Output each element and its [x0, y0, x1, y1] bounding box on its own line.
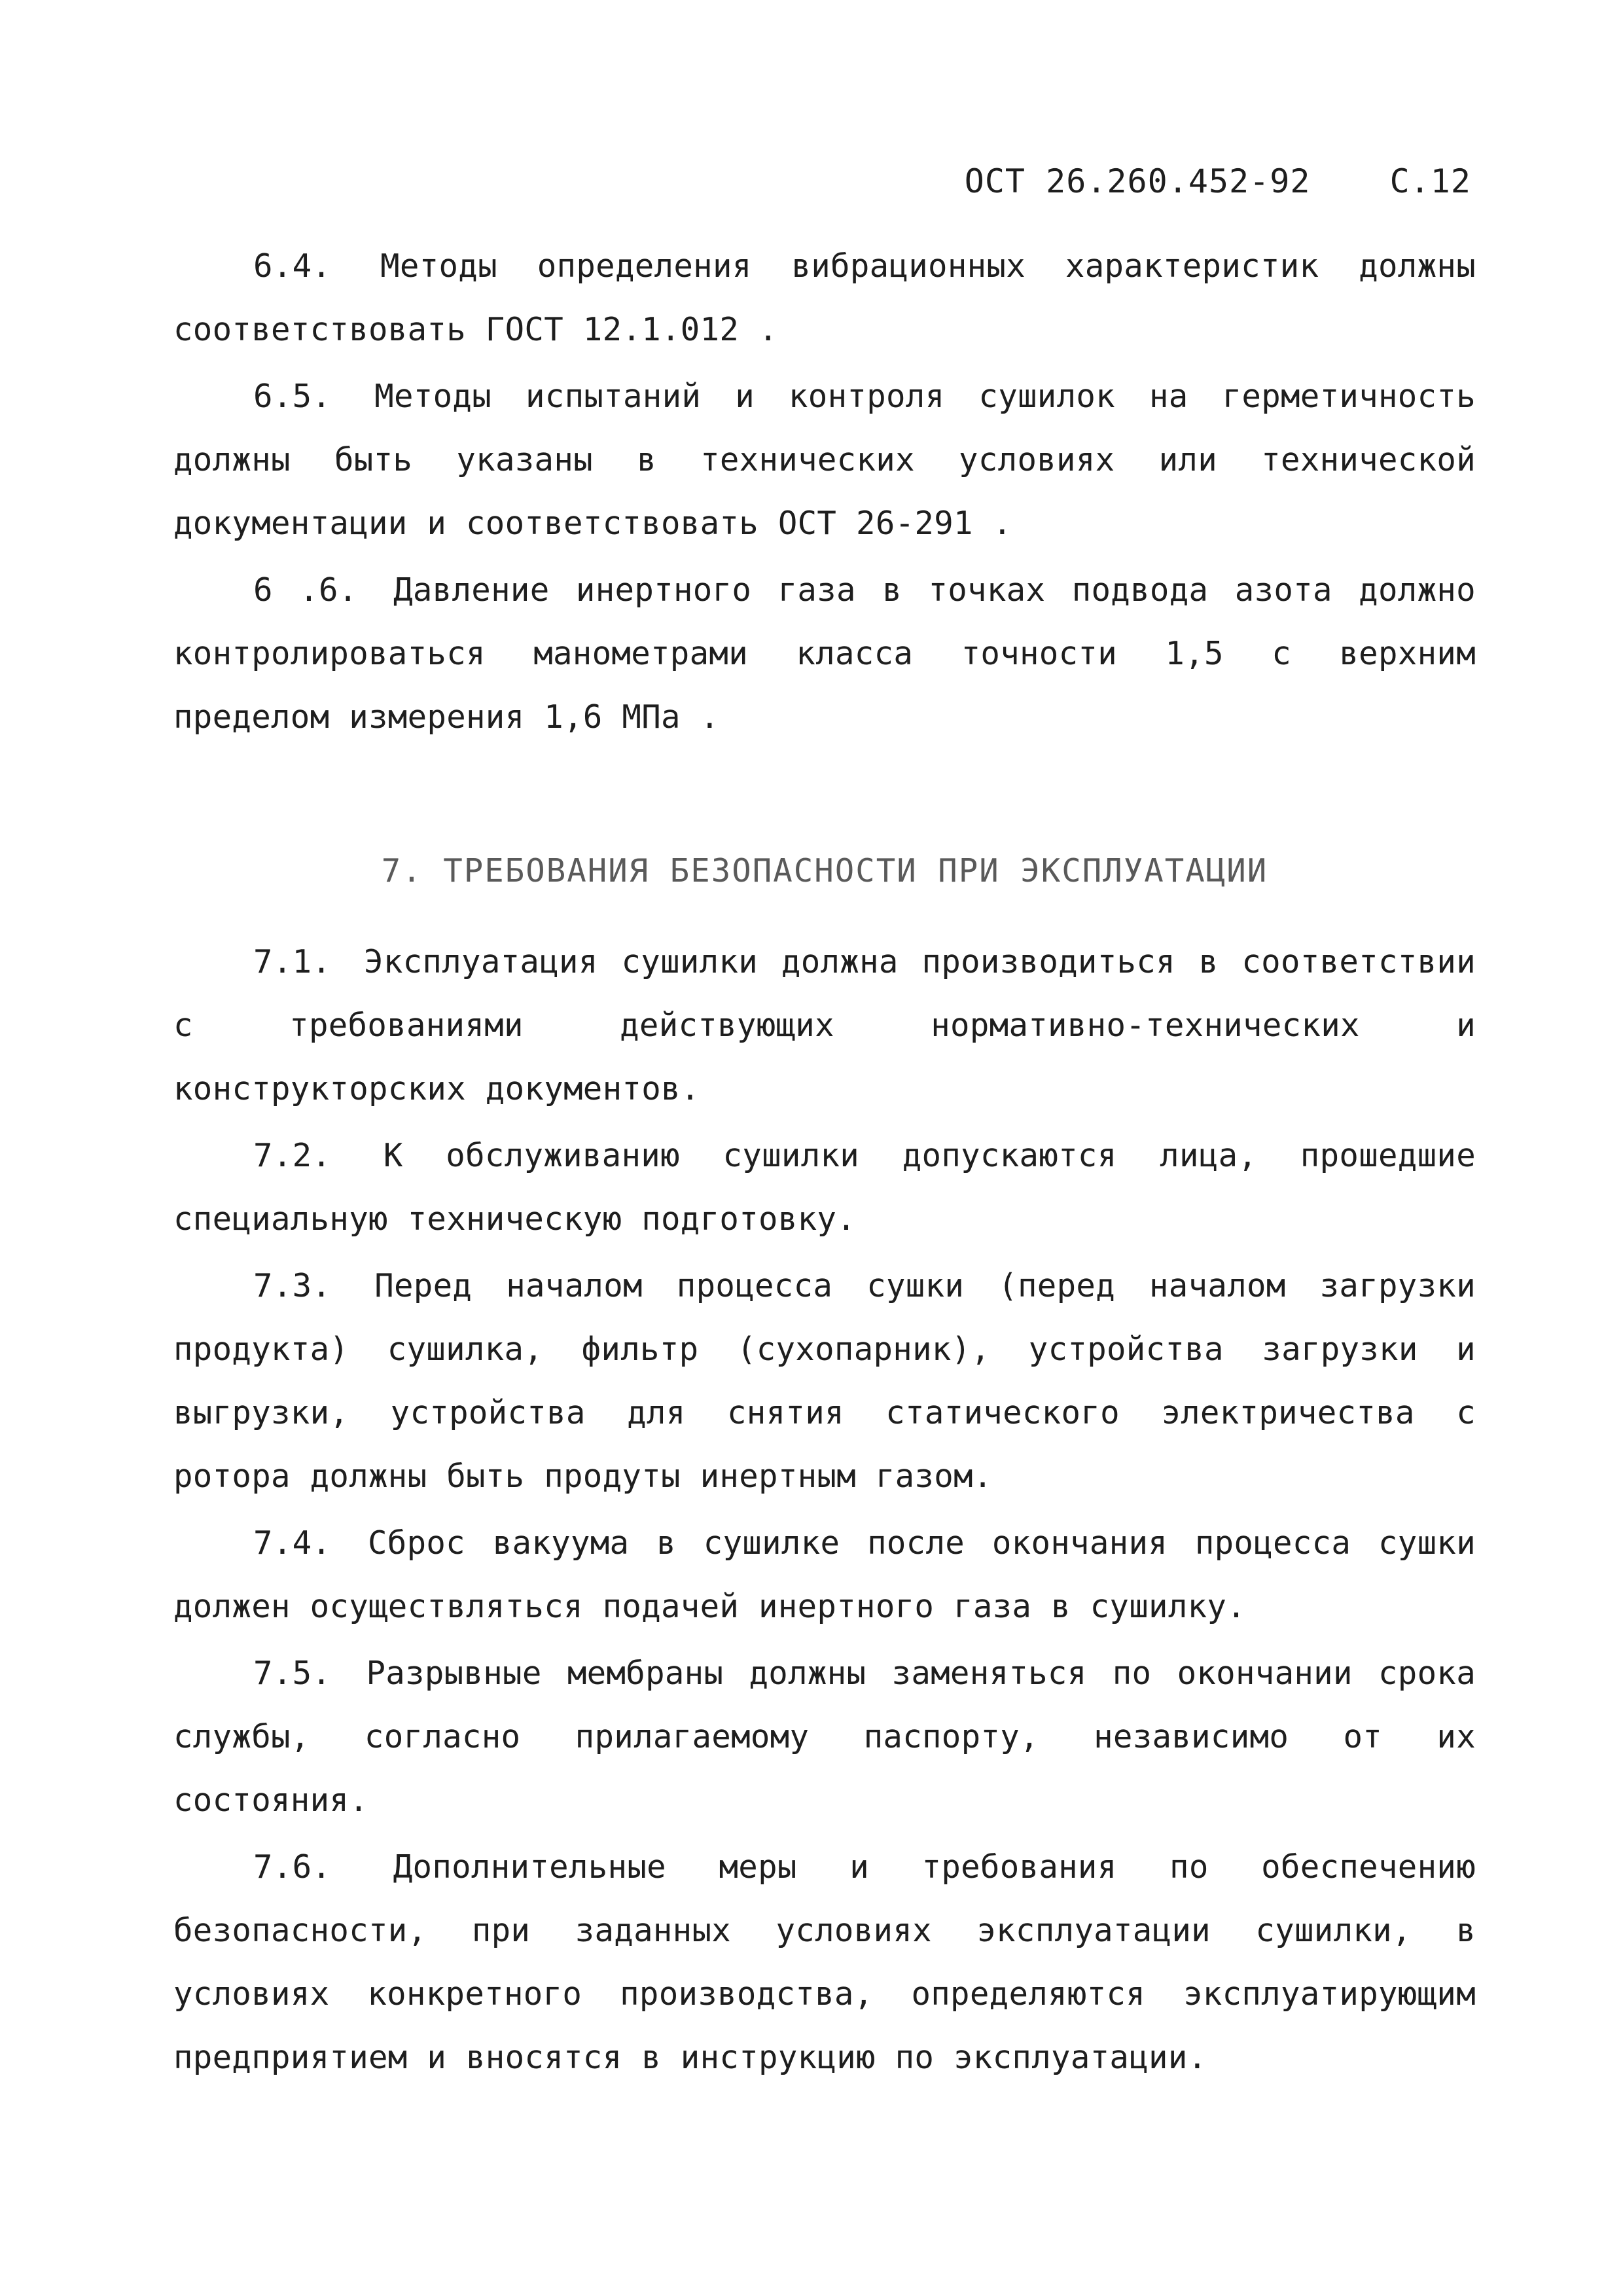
paragraph-number: 7.5. — [253, 1655, 332, 1692]
paragraph-7-3 — [173, 1254, 1476, 1508]
page-number: С.12 — [1389, 162, 1471, 200]
paragraph-text: Давление инертного газа в точках подвода азота должно контролироваться манометрами класса точности 1,5 с верхним пределом измерения 1,6 МПа . — [173, 571, 1476, 736]
document-number: ОСТ 26.260.452-92 — [964, 162, 1311, 200]
section-7-title: 7. ТРЕБОВАНИЯ БЕЗОПАСНОСТИ ПРИ ЭКСПЛУАТАЦИИ — [381, 852, 1268, 889]
paragraph-number: 7.3. — [253, 1267, 332, 1304]
paragraph-7-5 — [173, 1641, 1476, 1832]
paragraph-7-2 — [173, 1124, 1476, 1251]
paragraph-6-5 — [173, 365, 1476, 555]
paragraph-number: 7.2. — [253, 1137, 332, 1174]
paragraph-number: 6.5. — [253, 378, 332, 415]
paragraph-number: 6.4. — [253, 247, 332, 285]
paragraph-number: 6 .6. — [253, 571, 358, 609]
paragraph-number: 7.6. — [253, 1848, 332, 1886]
paragraph-7-4 — [173, 1511, 1476, 1638]
paragraph-text: Методы испытаний и контроля сушилок на герметичность должны быть указаны в технических условиях или технической документации и соответствовать ОСТ 26-291 . — [173, 378, 1476, 542]
paragraph-number: 7.1. — [253, 943, 332, 980]
paragraph-number: 7.4. — [253, 1524, 332, 1562]
document-body — [173, 234, 1476, 2092]
paragraph-6-6 — [173, 558, 1476, 749]
paragraph-6-4 — [173, 234, 1476, 361]
paragraph-7-6 — [173, 1835, 1476, 2089]
paragraph-text: Эксплуатация сушилки должна производиться в соответствии с требованиями действующих нормативно-технических и конструкторских документов. — [173, 943, 1476, 1107]
paragraph-text: Разрывные мембраны должны заменяться по окончании срока службы, согласно прилагаемому паспорту, независимо от их состояния. — [173, 1655, 1476, 1819]
paragraph-text: Дополнительные меры и требования по обеспечению безопасности, при заданных условиях эксплуатации сушилки, в условиях конкретного производства, определяются эксплуатирующим предприятием и вносятся в инструкцию по эксплуатации. — [173, 1848, 1476, 2076]
paragraph-text: К обслуживанию сушилки допускаются лица, прошедшие специальную техническую подготовку. — [173, 1137, 1476, 1238]
paragraph-text: Методы определения вибрационных характеристик должны соответствовать ГОСТ 12.1.012 . — [173, 247, 1476, 348]
paragraph-7-1 — [173, 930, 1476, 1121]
paragraph-text: Перед началом процесса сушки (перед началом загрузки продукта) сушилка, фильтр (сухопарник), устройства загрузки и выгрузки, устройства для снятия статического электричества с ротора должны быть продуты инертным газом. — [173, 1267, 1476, 1495]
page-header — [965, 162, 1471, 200]
paragraph-text: Сброс вакуума в сушилке после окончания процесса сушки должен осуществляться подачей инертного газа в сушилку. — [173, 1524, 1476, 1625]
